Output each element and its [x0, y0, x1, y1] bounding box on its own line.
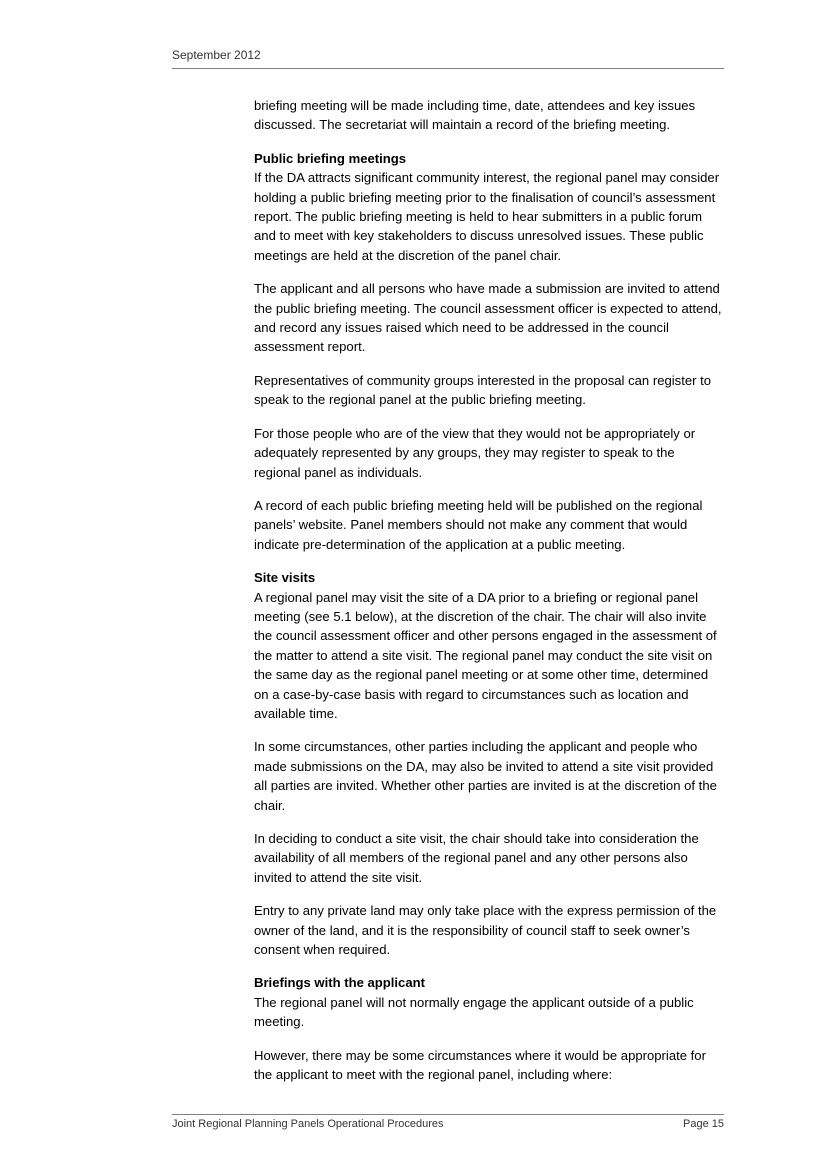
document-body [254, 96, 724, 1098]
heading-briefings-with-applicant: Briefings with the applicant [254, 975, 425, 991]
heading-site-visits: Site visits [254, 570, 316, 586]
paragraph-site-visits-3: In deciding to conduct a site visit, the chair should take into consideration the availability of all members of the regional panel and any other persons also invited to attend the site visit. [254, 831, 699, 885]
paragraph-briefings-applicant-1: The regional panel will not normally engage the applicant outside of a public meeting. [254, 994, 694, 1030]
heading-public-briefing-meetings: Public briefing meetings [254, 150, 407, 166]
paragraph-public-briefing-5: A record of each public briefing meeting held will be published on the regional panels’ website. Panel members should not make any comment that would indicate pre-determination of the application at a public meeting. [254, 497, 703, 552]
paragraph-site-visits-4: Entry to any private land may only take place with the express permission of the owner of the land, and it is the responsibility of council staff to seek owner’s consent when required. [254, 903, 717, 958]
footer-page-number: Page 15 [683, 1118, 724, 1130]
header-date: September 2012 [172, 48, 261, 62]
footer-document-title: Joint Regional Planning Panels Operational Procedures [172, 1118, 444, 1130]
paragraph-site-visits-1: A regional panel may visit the site of a DA prior to a briefing or regional panel meeting (see 5.1 below), at the discretion of the chair. The chair will also invite the council assessment officer and other persons engaged in the assessment of the matter to attend a site visit. The regional panel may conduct the site visit on the same day as the regional panel meeting or at some other time, determined on a case-by-case basis with regard to circumstances such as location and available time. [254, 589, 717, 721]
page-header [172, 48, 724, 69]
paragraph-public-briefing-4: For those people who are of the view that they would not be appropriately or adequately represented by any groups, they may register to speak to the regional panel as individuals. [254, 425, 696, 480]
paragraph-public-briefing-1: If the DA attracts significant community interest, the regional panel may consider holding a public briefing meeting prior to the finalisation of council’s assessment report. The public briefing meeting is held to hear submitters in a public forum and to meet with key stakeholders to discuss unresolved issues. These public meetings are held at the discretion of the panel chair. [254, 170, 720, 263]
paragraph-briefings-applicant-2: However, there may be some circumstances where it would be appropriate for the applicant to meet with the regional panel, including where: [254, 1047, 706, 1083]
paragraph-site-visits-2: In some circumstances, other parties including the applicant and people who made submissions on the DA, may also be invited to attend a site visit provided all parties are invited. Whether other parties are invited is at the discretion of the chair. [254, 739, 717, 813]
paragraph-public-briefing-3: Representatives of community groups interested in the proposal can register to speak to the regional panel at the public briefing meeting. [254, 372, 712, 408]
page-footer [172, 1114, 724, 1131]
paragraph-public-briefing-2: The applicant and all persons who have made a submission are invited to attend the public briefing meeting. The council assessment officer is expected to attend, and record any issues raised which need to be addressed in the council assessment report. [254, 281, 722, 355]
paragraph-briefing-record: briefing meeting will be made including time, date, attendees and key issues discussed. The secretariat will maintain a record of the briefing meeting. [254, 98, 696, 133]
